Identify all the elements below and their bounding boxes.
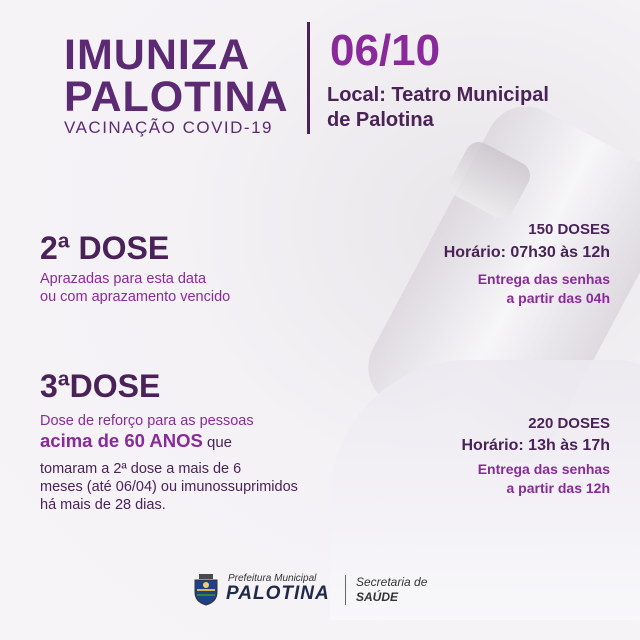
secretaria-line2: SAÚDE	[356, 590, 399, 604]
dose3-desc-line1: Dose de reforço para as pessoas	[40, 413, 254, 429]
dose3-desc-line4: meses (até 06/04) ou imunossuprimidos	[40, 479, 298, 495]
header-divider	[307, 22, 310, 134]
location-line2: de Palotina	[327, 109, 434, 131]
dose3-entrega-line1: Entrega das senhas	[477, 461, 610, 477]
event-date: 06/10	[330, 26, 441, 75]
dose3-age-emphasis: acima de 60 ANOS	[40, 430, 203, 451]
dose3-desc-line5: há mais de 28 dias.	[40, 497, 166, 513]
dose2-count: 150 DOSES	[528, 221, 610, 238]
campaign-subtitle: VACINAÇÃO COVID-19	[64, 118, 274, 137]
campaign-title-line1: IMUNIZA	[64, 31, 251, 79]
city-crest-icon	[193, 574, 219, 606]
location-line1: Local: Teatro Municipal	[327, 84, 549, 106]
campaign-title-line2: PALOTINA	[64, 73, 289, 121]
dose2-entrega-line1: Entrega das senhas	[477, 271, 610, 287]
dose3-entrega-line2: a partir das 12h	[506, 480, 610, 496]
dose3-title: 3ªDOSE	[40, 368, 161, 404]
prefeitura-label: Prefeitura Municipal	[228, 573, 317, 584]
city-name-logo: PALOTINA	[226, 583, 330, 604]
dose3-age-suffix: que	[202, 434, 233, 451]
secretaria-line1: Secretaria de	[356, 575, 428, 589]
dose3-desc-line3: tomaram a 2ª dose a mais de 6	[40, 461, 242, 477]
dose2-desc-line2: ou com aprazamento vencido	[40, 289, 231, 305]
dose2-title: 2ª DOSE	[40, 230, 170, 266]
dose2-desc-line1: Aprazadas para esta data	[40, 271, 207, 287]
footer-divider	[345, 575, 346, 605]
dose2-entrega-line2: a partir das 04h	[506, 290, 610, 306]
dose3-schedule: Horário: 13h às 17h	[461, 437, 610, 454]
dose3-count: 220 DOSES	[528, 415, 610, 432]
dose2-schedule: Horário: 07h30 às 12h	[443, 244, 610, 261]
